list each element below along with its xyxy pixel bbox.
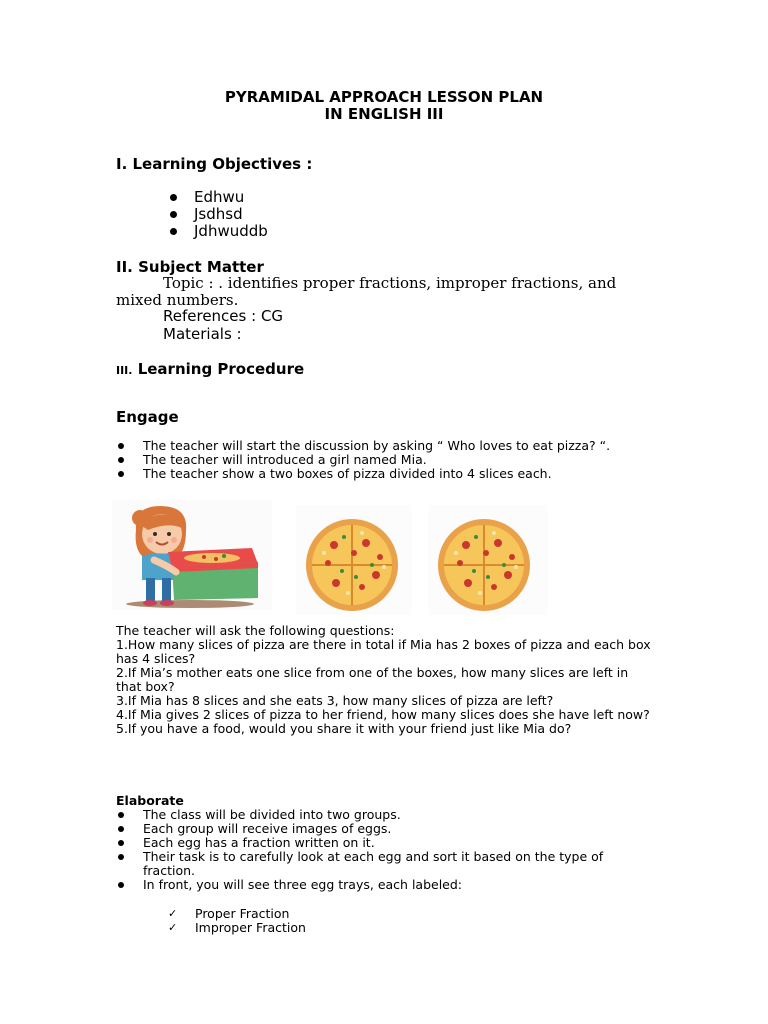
- elaborate-item: Each group will receive images of eggs.: [116, 822, 653, 836]
- question-item: 5.If you have a food, would you share it with your friend just like Mia do?: [116, 721, 572, 736]
- document-title-line-2: IN ENGLISH III: [324, 105, 444, 123]
- fraction-type-label: Improper Fraction: [195, 920, 306, 935]
- engage-item: The teacher show a two boxes of pizza divided into 4 slices each.: [116, 467, 653, 481]
- girl-with-pizza-box-icon: [112, 500, 272, 610]
- topic-line-2: mixed numbers.: [116, 291, 239, 309]
- objective-item: Jsdhsd: [168, 206, 268, 223]
- engage-heading: Engage: [116, 408, 179, 426]
- engage-item: The teacher will introduced a girl named Mia.: [116, 453, 653, 467]
- elaborate-item: Each egg has a fraction written on it.: [116, 836, 653, 850]
- procedure-heading-text: Learning Procedure: [132, 360, 305, 378]
- elaborate-item: Their task is to carefully look at each egg and sort it based on the type of fraction.: [116, 850, 653, 878]
- elaborate-item: In front, you will see three egg trays, each labeled:: [116, 878, 653, 892]
- elaborate-item: The class will be divided into two groups.: [116, 808, 653, 822]
- topic-line-1: Topic : . identifies proper fractions, improper fractions, and: [163, 274, 617, 292]
- objective-item: Jdhwuddb: [168, 223, 268, 240]
- questions-intro: The teacher will ask the following questions:: [116, 623, 395, 638]
- check-mark-icon: ✓: [168, 907, 178, 920]
- questions-block: [116, 624, 656, 736]
- subject-matter-heading: II. Subject Matter: [116, 258, 264, 276]
- elaborate-list: [116, 808, 653, 892]
- question-item: 2.If Mia’s mother eats one slice from one of the boxes, how many slices are left in that box?: [116, 665, 629, 694]
- question-item: 1.How many slices of pizza are there in total if Mia has 2 boxes of pizza and each box has 4 slices?: [116, 637, 651, 666]
- engage-item: The teacher will start the discussion by asking “ Who loves to eat pizza? “.: [116, 439, 653, 453]
- pizza-icon: [428, 505, 548, 615]
- materials-line: Materials :: [163, 325, 242, 343]
- elaborate-heading: Elaborate: [116, 793, 184, 808]
- fraction-type-list: [168, 907, 306, 935]
- fraction-type-label: Proper Fraction: [195, 906, 290, 921]
- procedure-numeral: III.: [116, 364, 133, 377]
- references-line: References : CG: [163, 307, 284, 325]
- question-item: 4.If Mia gives 2 slices of pizza to her friend, how many slices does she have left now?: [116, 707, 650, 722]
- fraction-type-item: [168, 921, 306, 935]
- objectives-list: [168, 189, 268, 240]
- fraction-type-item: [168, 907, 306, 921]
- check-mark-icon: ✓: [168, 921, 178, 934]
- procedure-heading: [116, 360, 304, 380]
- document-title-line-1: PYRAMIDAL APPROACH LESSON PLAN: [224, 88, 544, 106]
- objectives-heading: I. Learning Objectives :: [116, 155, 313, 173]
- pizza-icon: [296, 505, 412, 615]
- objective-item: Edhwu: [168, 189, 268, 206]
- question-item: 3.If Mia has 8 slices and she eats 3, how many slices of pizza are left?: [116, 693, 554, 708]
- engage-list: [116, 439, 653, 481]
